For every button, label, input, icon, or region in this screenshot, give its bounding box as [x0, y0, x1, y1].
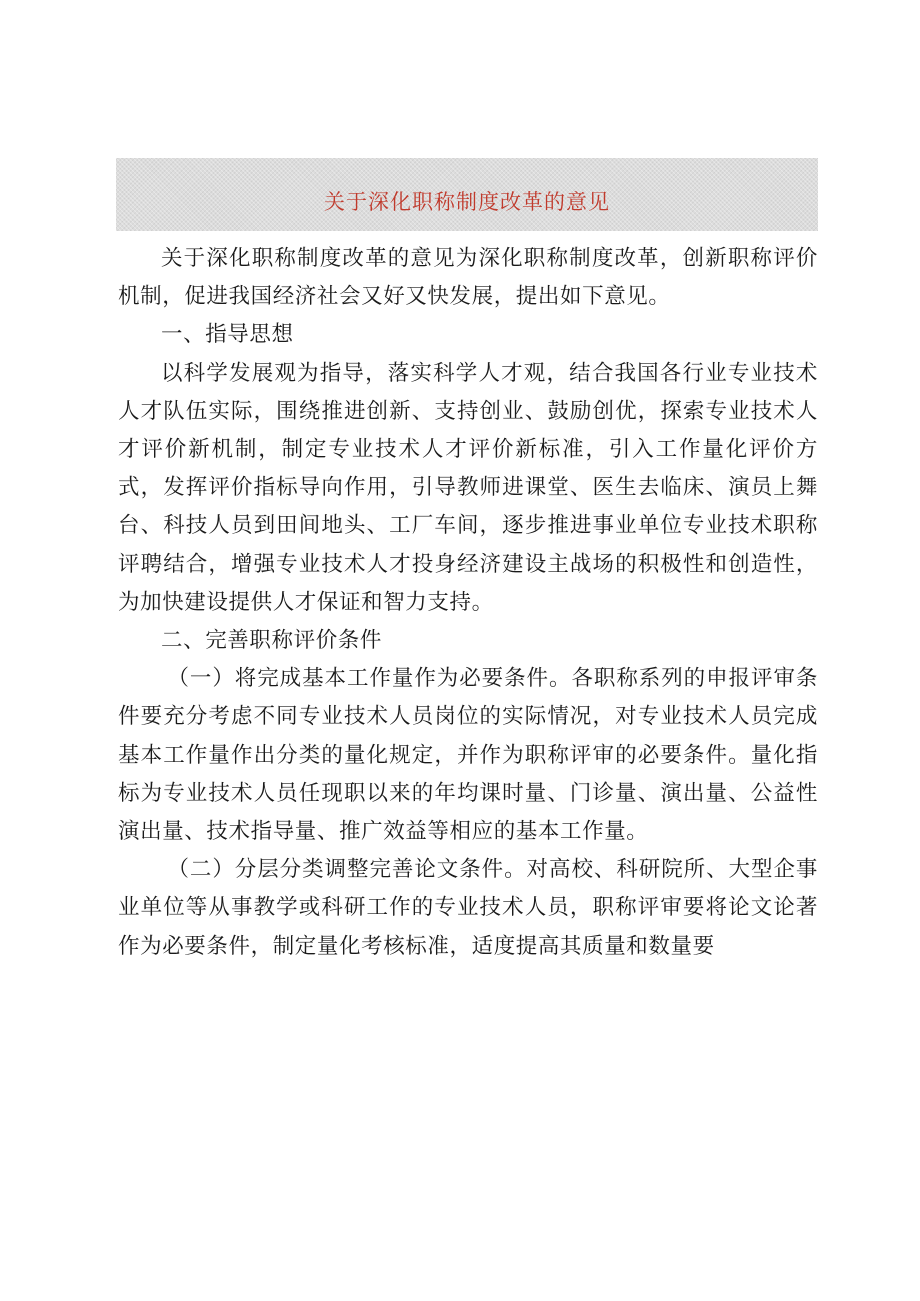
document-title: 关于深化职称制度改革的意见	[324, 190, 610, 214]
intro-paragraph: 关于深化职称制度改革的意见为深化职称制度改革，创新职称评价机制，促进我国经济社会又好又快发展，提出如下意见。	[118, 246, 818, 310]
title-banner	[116, 158, 818, 231]
document-body	[118, 240, 818, 966]
section-heading-evaluation-conditions: 二、完善职称评价条件	[161, 628, 383, 654]
section-heading-guiding-ideology: 一、指导思想	[161, 322, 294, 348]
item-basic-workload: （一）将完成基本工作量作为必要条件。各职称系列的申报评审条件要充分考虑不同专业技术人员岗位的实际情况，对专业技术人员完成基本工作量作出分类的量化规定，并作为职称评审的必要条件。量化指标为专业技术人员任现职以来的年均课时量、门诊量、演出量、公益性演出量、技术指导量、推广效益等相应的基本工作量。	[118, 666, 818, 845]
guiding-ideology-paragraph: 以科学发展观为指导，落实科学人才观，结合我国各行业专业技术人才队伍实际，围绕推进创新、支持创业、鼓励创优，探索专业技术人才评价新机制，制定专业技术人才评价新标准，引入工作量化评价方式，发挥评价指标导向作用，引导教师进课堂、医生去临床、演员上舞台、科技人员到田间地头、工厂车间，逐步推进事业单位专业技术职称评聘结合，增强专业技术人才投身经济建设主战场的积极性和创造性，为加快建设提供人才保证和智力支持。	[118, 360, 818, 615]
item-paper-conditions: （二）分层分类调整完善论文条件。对高校、科研院所、大型企事业单位等从事教学或科研工作的专业技术人员，职称评审要将论文论著作为必要条件，制定量化考核标准，适度提高其质量和数量要	[118, 857, 818, 959]
